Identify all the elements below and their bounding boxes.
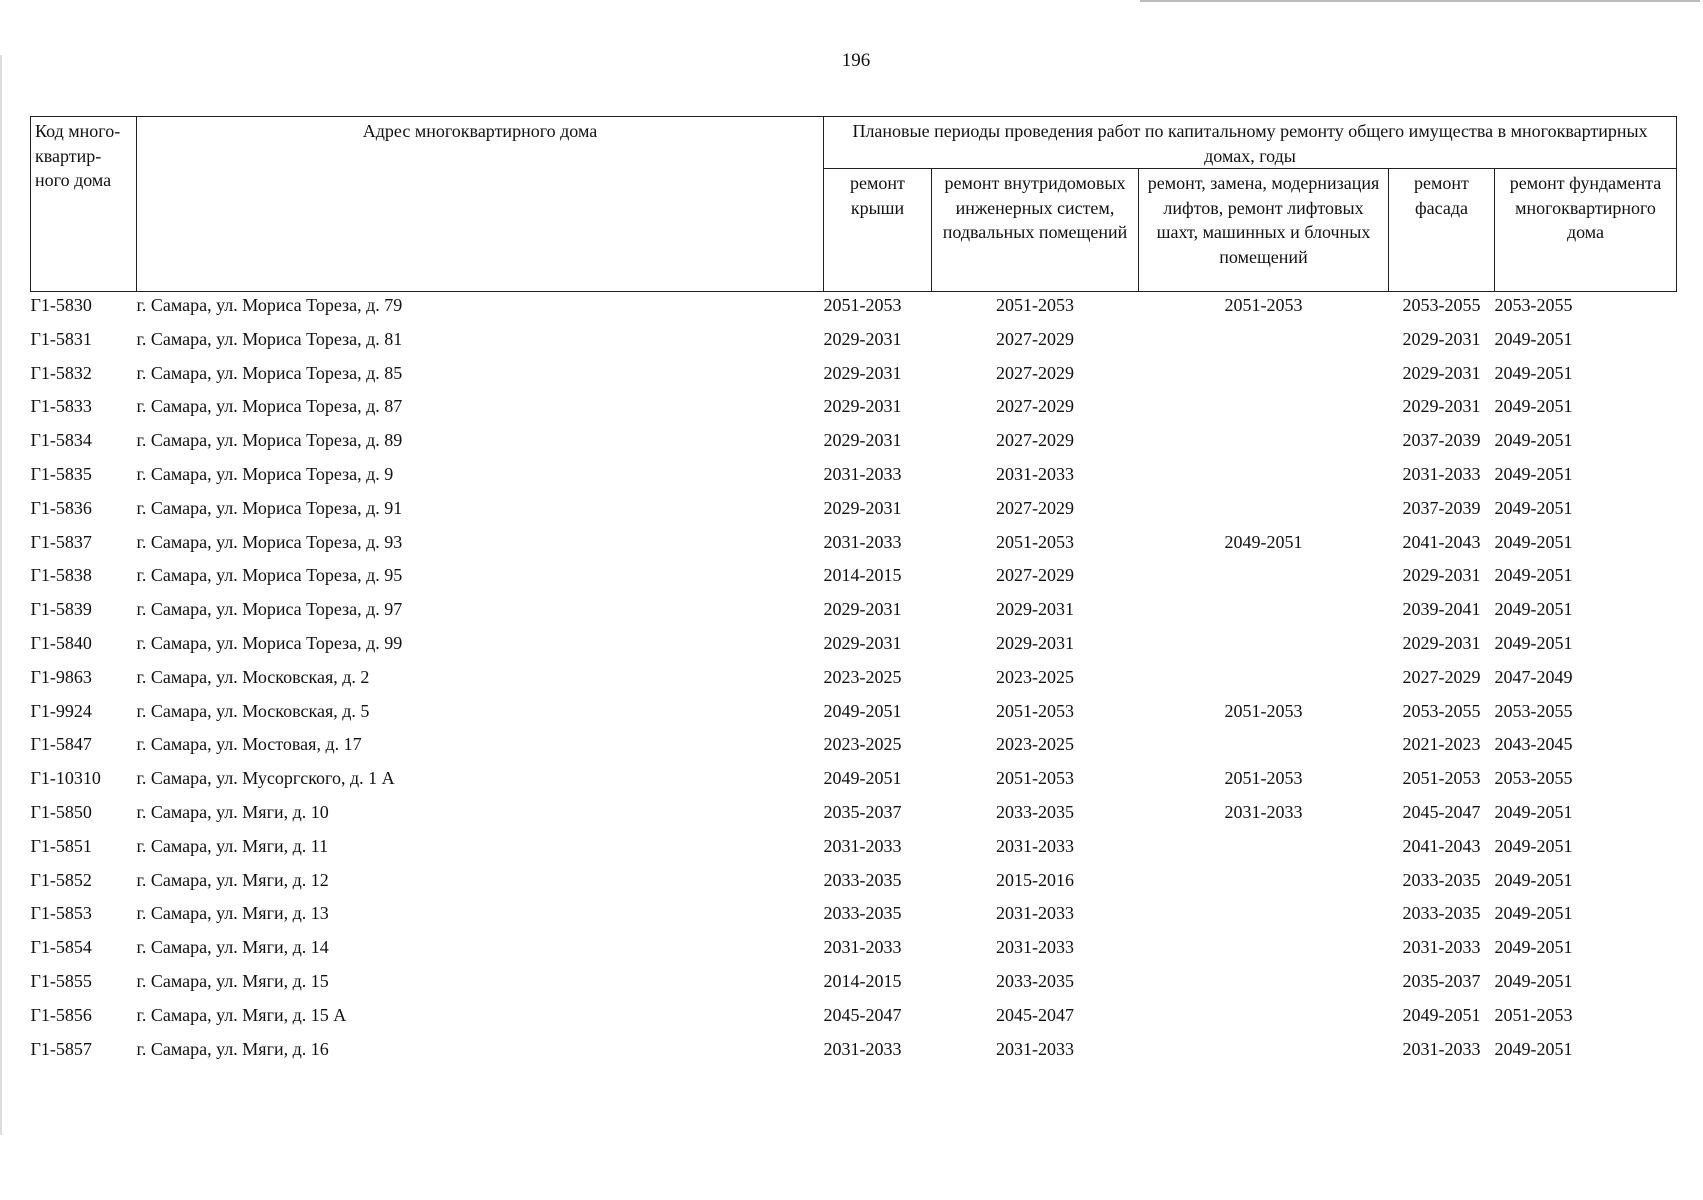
cell-roof: 2031-2033: [823, 835, 902, 856]
cell-roof: 2014-2015: [823, 970, 902, 991]
table-row: [31, 529, 1677, 563]
table-row: [31, 393, 1677, 427]
cell-roof: 2049-2051: [823, 768, 902, 789]
cell-facade: 2031-2033: [1402, 937, 1481, 958]
table-row: [31, 1002, 1677, 1036]
cell-facade: 2031-2033: [1402, 463, 1481, 484]
cell-code: Г1-5850: [30, 801, 92, 822]
cell-systems: 2023-2025: [996, 666, 1074, 687]
cell-facade: 2029-2031: [1402, 632, 1481, 653]
cell-address: г. Самара, ул. Мориса Тореза, д. 9: [136, 463, 394, 484]
cell-roof: 2045-2047: [823, 1004, 902, 1025]
table-row: [31, 360, 1677, 394]
cell-foundation: 2049-2051: [1494, 463, 1573, 484]
table-row: [31, 867, 1677, 901]
cell-facade: 2049-2051: [1402, 1004, 1481, 1025]
table-row: [31, 900, 1677, 934]
cell-systems: 2031-2033: [996, 463, 1074, 484]
cell-facade: 2037-2039: [1402, 497, 1481, 518]
cell-code: Г1-5851: [30, 835, 92, 856]
table-row: [31, 630, 1677, 664]
cell-foundation: 2049-2051: [1494, 362, 1573, 383]
cell-roof: 2029-2031: [823, 430, 902, 451]
cell-code: Г1-5853: [30, 903, 92, 924]
cell-code: Г1-5834: [30, 430, 92, 451]
cell-roof: 2029-2031: [823, 497, 902, 518]
cell-code: Г1-5857: [30, 1038, 92, 1059]
cell-foundation: 2049-2051: [1494, 396, 1573, 417]
cell-address: г. Самара, ул. Мяги, д. 11: [136, 835, 329, 856]
cell-code: Г1-5839: [30, 599, 92, 620]
cell-systems: 2031-2033: [996, 835, 1074, 856]
cell-address: г. Самара, ул. Мяги, д. 15: [136, 970, 329, 991]
cell-code: Г1-5836: [30, 497, 92, 518]
table-row: [31, 799, 1677, 833]
cell-systems: 2027-2029: [996, 362, 1074, 383]
cell-foundation: 2049-2051: [1494, 430, 1573, 451]
cell-facade: 2053-2055: [1402, 700, 1481, 721]
cell-code: Г1-5830: [30, 295, 92, 315]
cell-foundation: 2049-2051: [1494, 531, 1573, 552]
table-row: [31, 934, 1677, 968]
cell-lifts: 2051-2053: [1224, 295, 1303, 315]
cell-address: г. Самара, ул. Мориса Тореза, д. 89: [136, 430, 403, 451]
cell-code: Г1-5854: [30, 937, 92, 958]
cell-lifts: [1139, 326, 1389, 360]
cell-systems: 2031-2033: [996, 1038, 1074, 1059]
cell-address: г. Самара, ул. Мостовая, д. 17: [136, 734, 362, 755]
cell-foundation: 2053-2055: [1494, 768, 1573, 789]
cell-facade: 2053-2055: [1402, 295, 1481, 315]
cell-roof: 2031-2033: [823, 463, 902, 484]
cell-lifts: 2031-2033: [1224, 801, 1303, 822]
cell-facade: 2039-2041: [1402, 599, 1481, 620]
cell-roof: 2031-2033: [823, 1038, 902, 1059]
cell-systems: 2031-2033: [996, 937, 1074, 958]
cell-foundation: 2049-2051: [1494, 497, 1573, 518]
cell-code: Г1-5833: [30, 396, 92, 417]
cell-facade: 2037-2039: [1402, 430, 1481, 451]
cell-facade: 2051-2053: [1402, 768, 1481, 789]
cell-address: г. Самара, ул. Мяги, д. 15 А: [136, 1004, 347, 1025]
repair-schedule-table: [30, 116, 1677, 1069]
cell-foundation: 2049-2051: [1494, 970, 1573, 991]
cell-lifts: [1139, 495, 1389, 529]
cell-systems: 2045-2047: [996, 1004, 1074, 1025]
cell-foundation: 2049-2051: [1494, 869, 1573, 890]
header-address: Адрес многоквартирного дома: [137, 117, 824, 292]
table-row: [31, 461, 1677, 495]
cell-address: г. Самара, ул. Мориса Тореза, д. 79: [136, 295, 403, 315]
cell-facade: 2029-2031: [1402, 396, 1481, 417]
table-row: [31, 664, 1677, 698]
cell-systems: 2027-2029: [996, 396, 1074, 417]
cell-roof: 2031-2033: [823, 937, 902, 958]
cell-roof: 2029-2031: [823, 632, 902, 653]
header-code: Код много-квартир-ного дома: [31, 117, 137, 292]
cell-facade: 2031-2033: [1402, 1038, 1481, 1059]
cell-systems: 2033-2035: [996, 801, 1074, 822]
cell-systems: 2051-2053: [996, 531, 1074, 552]
cell-address: г. Самара, ул. Мориса Тореза, д. 95: [136, 565, 403, 586]
header-systems: ремонт внутридомовых инженерных систем, подвальных помещений: [932, 169, 1139, 292]
cell-facade: 2033-2035: [1402, 903, 1481, 924]
cell-address: г. Самара, ул. Московская, д. 5: [136, 700, 370, 721]
cell-facade: 2035-2037: [1402, 970, 1481, 991]
cell-facade: 2029-2031: [1402, 328, 1481, 349]
cell-address: г. Самара, ул. Мяги, д. 13: [136, 903, 329, 924]
cell-roof: 2049-2051: [823, 700, 902, 721]
cell-systems: 2027-2029: [996, 430, 1074, 451]
cell-roof: 2029-2031: [823, 396, 902, 417]
cell-systems: 2051-2053: [996, 700, 1074, 721]
cell-code: Г1-9863: [30, 666, 92, 687]
cell-code: Г1-5837: [30, 531, 92, 552]
table-row: [31, 326, 1677, 360]
cell-foundation: 2049-2051: [1494, 801, 1573, 822]
cell-roof: 2051-2053: [823, 295, 902, 315]
cell-foundation: 2049-2051: [1494, 328, 1573, 349]
table-header: [31, 117, 1677, 292]
cell-lifts: [1139, 461, 1389, 495]
header-roof: ремонт крыши: [824, 169, 932, 292]
cell-code: Г1-9924: [30, 700, 92, 721]
cell-address: г. Самара, ул. Московская, д. 2: [136, 666, 370, 687]
table-row: [31, 562, 1677, 596]
cell-foundation: 2053-2055: [1494, 700, 1573, 721]
table-row: [31, 495, 1677, 529]
cell-systems: 2033-2035: [996, 970, 1074, 991]
cell-foundation: 2051-2053: [1494, 1004, 1573, 1025]
cell-code: Г1-5852: [30, 869, 92, 890]
cell-systems: 2027-2029: [996, 328, 1074, 349]
cell-facade: 2029-2031: [1402, 565, 1481, 586]
cell-facade: 2041-2043: [1402, 835, 1481, 856]
cell-lifts: [1139, 1036, 1389, 1070]
cell-address: г. Самара, ул. Мориса Тореза, д. 87: [136, 396, 403, 417]
cell-systems: 2027-2029: [996, 565, 1074, 586]
cell-lifts: [1139, 867, 1389, 901]
table-row: [31, 833, 1677, 867]
table-row: [31, 596, 1677, 630]
cell-address: г. Самара, ул. Мяги, д. 10: [136, 801, 329, 822]
cell-foundation: 2053-2055: [1494, 295, 1573, 315]
cell-facade: 2041-2043: [1402, 531, 1481, 552]
cell-address: г. Самара, ул. Мориса Тореза, д. 91: [136, 497, 403, 518]
header-planned-periods: Плановые периоды проведения работ по капитальному ремонту общего имущества в многоквартирных домах, годы: [824, 117, 1677, 169]
cell-lifts: [1139, 934, 1389, 968]
cell-code: Г1-10310: [30, 768, 101, 789]
cell-address: г. Самара, ул. Мусоргского, д. 1 А: [136, 768, 395, 789]
table-row: [31, 698, 1677, 732]
cell-address: г. Самара, ул. Мяги, д. 16: [136, 1038, 329, 1059]
cell-lifts: 2051-2053: [1224, 700, 1303, 721]
cell-systems: 2023-2025: [996, 734, 1074, 755]
cell-code: Г1-5831: [30, 328, 92, 349]
cell-lifts: [1139, 833, 1389, 867]
table-row: [31, 1036, 1677, 1070]
table-row: [31, 765, 1677, 799]
cell-lifts: [1139, 630, 1389, 664]
cell-code: Г1-5832: [30, 362, 92, 383]
scan-left-edge: [0, 55, 2, 1135]
cell-address: г. Самара, ул. Мориса Тореза, д. 93: [136, 531, 403, 552]
header-lifts: ремонт, замена, модернизация лифтов, ремонт лифтовых шахт, машинных и блочных помещений: [1139, 169, 1389, 292]
cell-facade: 2027-2029: [1402, 666, 1481, 687]
cell-foundation: 2049-2051: [1494, 835, 1573, 856]
cell-address: г. Самара, ул. Мориса Тореза, д. 81: [136, 328, 403, 349]
cell-roof: 2031-2033: [823, 531, 902, 552]
cell-foundation: 2047-2049: [1494, 666, 1573, 687]
cell-address: г. Самара, ул. Мориса Тореза, д. 99: [136, 632, 403, 653]
cell-lifts: [1139, 900, 1389, 934]
header-foundation: ремонт фундамента многоквартирного дома: [1495, 169, 1677, 292]
cell-code: Г1-5840: [30, 632, 92, 653]
header-facade: ремонт фасада: [1389, 169, 1495, 292]
cell-code: Г1-5847: [30, 734, 92, 755]
cell-foundation: 2049-2051: [1494, 565, 1573, 586]
cell-roof: 2035-2037: [823, 801, 902, 822]
table-row: [31, 292, 1677, 326]
cell-lifts: [1139, 562, 1389, 596]
cell-roof: 2029-2031: [823, 599, 902, 620]
cell-systems: 2015-2016: [996, 869, 1074, 890]
cell-lifts: [1139, 596, 1389, 630]
cell-roof: 2014-2015: [823, 565, 902, 586]
cell-foundation: 2049-2051: [1494, 632, 1573, 653]
cell-address: г. Самара, ул. Мяги, д. 14: [136, 937, 329, 958]
cell-foundation: 2049-2051: [1494, 903, 1573, 924]
table-row: [31, 427, 1677, 461]
cell-systems: 2029-2031: [996, 599, 1074, 620]
cell-roof: 2033-2035: [823, 903, 902, 924]
cell-systems: 2029-2031: [996, 632, 1074, 653]
cell-systems: 2051-2053: [996, 768, 1074, 789]
cell-address: г. Самара, ул. Мориса Тореза, д. 97: [136, 599, 403, 620]
cell-systems: 2031-2033: [996, 903, 1074, 924]
cell-lifts: [1139, 427, 1389, 461]
cell-roof: 2029-2031: [823, 328, 902, 349]
cell-roof: 2023-2025: [823, 734, 902, 755]
cell-lifts: [1139, 731, 1389, 765]
cell-lifts: [1139, 393, 1389, 427]
cell-roof: 2029-2031: [823, 362, 902, 383]
cell-facade: 2033-2035: [1402, 869, 1481, 890]
cell-lifts: [1139, 968, 1389, 1002]
cell-lifts: 2051-2053: [1224, 768, 1303, 789]
cell-address: г. Самара, ул. Мяги, д. 12: [136, 869, 329, 890]
table-body: [31, 292, 1677, 1070]
cell-address: г. Самара, ул. Мориса Тореза, д. 85: [136, 362, 403, 383]
cell-lifts: [1139, 360, 1389, 394]
cell-roof: 2033-2035: [823, 869, 902, 890]
cell-foundation: 2043-2045: [1494, 734, 1573, 755]
cell-lifts: 2049-2051: [1224, 531, 1303, 552]
cell-roof: 2023-2025: [823, 666, 902, 687]
cell-foundation: 2049-2051: [1494, 937, 1573, 958]
cell-lifts: [1139, 664, 1389, 698]
cell-code: Г1-5856: [30, 1004, 92, 1025]
scan-top-rule: [1140, 0, 1700, 2]
cell-foundation: 2049-2051: [1494, 599, 1573, 620]
cell-foundation: 2049-2051: [1494, 1038, 1573, 1059]
cell-systems: 2051-2053: [996, 295, 1074, 315]
cell-facade: 2045-2047: [1402, 801, 1481, 822]
cell-systems: 2027-2029: [996, 497, 1074, 518]
table-row: [31, 731, 1677, 765]
cell-code: Г1-5855: [30, 970, 92, 991]
cell-lifts: [1139, 1002, 1389, 1036]
cell-facade: 2029-2031: [1402, 362, 1481, 383]
page-number: 196: [841, 50, 871, 71]
cell-code: Г1-5838: [30, 565, 92, 586]
cell-facade: 2021-2023: [1402, 734, 1481, 755]
table-row: [31, 968, 1677, 1002]
cell-code: Г1-5835: [30, 463, 92, 484]
